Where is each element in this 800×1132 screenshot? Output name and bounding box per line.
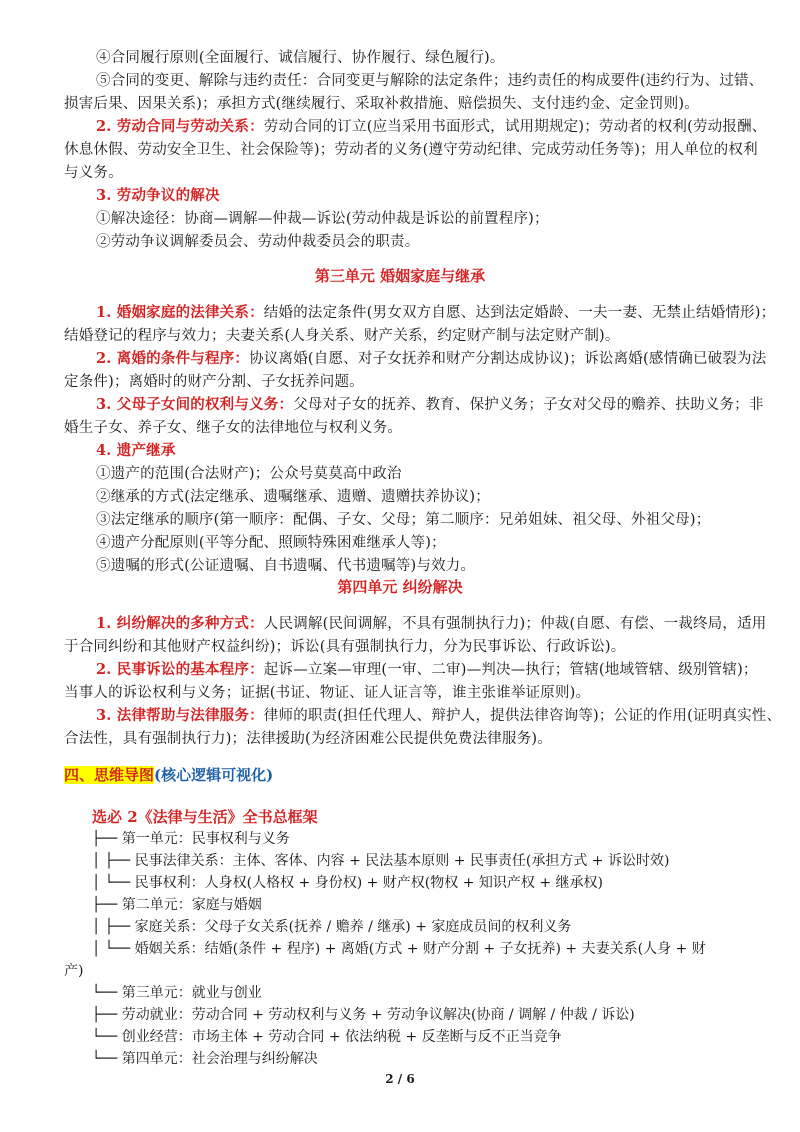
- unit4-p1-line-2: 于合同纠纷和其他财产权益纠纷)；诉讼(具有强制执行力，分为民事诉讼、行政诉讼)。: [64, 639, 626, 655]
- unit4-p1: [96, 614, 766, 634]
- unit3-p2-line-2: 定条件)；离婚时的财产分割、子女抚养问题。: [64, 374, 364, 390]
- unit3-p3: [96, 395, 764, 415]
- section4-label: 四、思维导图: [64, 766, 155, 784]
- unit3-p1: [96, 303, 775, 323]
- unit4-p3: [96, 706, 781, 726]
- labor-dispute-heading: 3. 劳动争议的解决: [96, 187, 220, 204]
- mindmap-row-unit4: └── 第四单元：社会治理与纠纷解决: [92, 1051, 318, 1067]
- unit4-p2-text: 起诉—立案—审理(一审、二审)—判决—执行；管辖(地域管辖、级别管辖)；: [263, 662, 758, 678]
- labor-dispute-item-1: ①解决途径：协商—调解—仲裁—诉讼(劳动仲裁是诉讼的前置程序)；: [96, 211, 549, 227]
- contract-change-line: ⑤合同的变更、解除与违约责任：合同变更与解除的法定条件；违约责任的构成要件(违约行为、过错、: [96, 73, 764, 89]
- contract-change-line-2: 损害后果、因果关系)；承担方式(继续履行、采取补救措施、赔偿损失、支付违约金、定金罚则)。: [64, 96, 699, 112]
- inheritance-item-2: ②继承的方式(法定继承、遗嘱继承、遗赠、遗赠扶养协议)；: [96, 489, 490, 505]
- mindmap-row-unit3: └── 第三单元：就业与创业: [92, 985, 262, 1001]
- unit4-p2-line-2: 当事人的诉讼权利与义务；证据(书证、物证、证人证言等，谁主张谁举证原则)。: [64, 685, 591, 701]
- contract-principle-line: ④合同履行原则(全面履行、诚信履行、协作履行、绿色履行)。: [96, 50, 505, 66]
- unit3-p1-line-2: 结婚登记的程序与效力；夫妻关系(人身关系、财产关系，约定财产制与法定财产制)。: [64, 328, 620, 344]
- unit4-title: 第四单元 纠纷解决: [337, 578, 463, 596]
- unit4-p1-text: 人民调解(民间调解，不具有强制执行力)；仲裁(自愿、有偿、一裁终局，适用: [263, 616, 767, 632]
- labor-contract-line-3: 与义务。: [64, 165, 123, 181]
- labor-contract-text: 劳动合同的订立(应当采用书面形式，试用期规定)；劳动者的权利(劳动报酬、: [263, 119, 767, 135]
- mindmap-row-unit2: ├── 第二单元：家庭与婚姻: [92, 897, 262, 913]
- mindmap-row-marriage: │ └── 婚姻关系：结婚(条件 + 程序) + 离婚(方式 + 财产分割 + 子女抚养) + 夫妻关系(人身 + 财: [92, 941, 706, 957]
- unit3-p3-text: 父母对子女的抚养、教育、保护义务；子女对父母的赡养、扶助义务；非: [293, 397, 764, 413]
- mindmap-row-civil-relation: │ ├── 民事法律关系：主体、客体、内容 + 民法基本原则 + 民事责任(承担方式 + 诉讼时效): [92, 853, 670, 869]
- unit3-p2-text: 协议离婚(自愿、对子女抚养和财产分割达成协议)；诉讼离婚(感情确已破裂为法: [249, 351, 767, 367]
- inheritance-heading: 4. 遗产继承: [96, 442, 176, 459]
- mindmap-title: 选必 2《法律与生活》全书总框架: [92, 808, 318, 826]
- unit3-p1-heading: 1. 婚姻家庭的法律关系：: [96, 304, 264, 321]
- inheritance-item-3: ③法定继承的顺序(第一顺序：配偶、子女、父母；第二顺序：兄弟姐妹、祖父母、外祖父母)；: [96, 512, 711, 528]
- unit3-p1-text: 结婚的法定条件(男女双方自愿、达到法定婚龄、一夫一妻、无禁止结婚情形)；: [263, 305, 776, 321]
- unit3-p3-heading: 3. 父母子女间的权利与义务：: [96, 396, 294, 413]
- mindmap-row-marriage-cont: 产): [64, 963, 84, 979]
- labor-contract-paragraph: [96, 117, 766, 137]
- unit4-p1-heading: 1. 纠纷解决的多种方式：: [96, 615, 264, 632]
- section4-subtitle: (核心逻辑可视化): [154, 766, 274, 784]
- unit3-p3-line-2: 婚生子女、养子女、继子女的法律地位与权利义务。: [64, 420, 403, 436]
- unit3-title: 第三单元 婚姻家庭与继承: [314, 267, 486, 285]
- mindmap-row-unit1: ├── 第一单元：民事权利与义务: [92, 831, 290, 847]
- mindmap-row-employment: ├── 劳动就业：劳动合同 + 劳动权利与义务 + 劳动争议解决(协商 / 调解 / 仲裁 / 诉讼): [92, 1007, 635, 1023]
- labor-contract-line-2: 休息休假、劳动安全卫生、社会保险等)；劳动者的义务(遵守劳动纪律、完成劳动任务等)；用人单位的权利: [64, 142, 758, 158]
- unit4-p3-line-2: 合法性，具有强制执行力)；法律援助(为经济困难公民提供免费法律服务)。: [64, 731, 552, 747]
- inheritance-item-1: ①遗产的范围(合法财产)；公众号莫莫高中政治: [96, 466, 402, 482]
- unit4-p2-heading: 2. 民事诉讼的基本程序：: [96, 661, 264, 678]
- labor-contract-heading: 2. 劳动合同与劳动关系：: [96, 118, 264, 135]
- mindmap-row-civil-rights: │ └── 民事权利：人身权(人格权 + 身份权) + 财产权(物权 + 知识产权 + 继承权): [92, 875, 603, 891]
- mindmap-row-business: └── 创业经营：市场主体 + 劳动合同 + 依法纳税 + 反垄断与反不正当竞争: [92, 1029, 562, 1045]
- inheritance-item-5: ⑤遗嘱的形式(公证遗嘱、自书遗嘱、代书遗嘱等)与效力。: [96, 558, 476, 574]
- unit4-p3-text: 律师的职责(担任代理人、辩护人，提供法律咨询等)；公证的作用(证明真实性、: [263, 708, 782, 724]
- page-number: 2 / 6: [385, 1072, 415, 1086]
- unit3-p2: [96, 349, 766, 369]
- mindmap-row-family: │ ├── 家庭关系：父母子女关系(抚养 / 赡养 / 继承) + 家庭成员间的权利义务: [92, 919, 572, 935]
- unit4-p3-heading: 3. 法律帮助与法律服务：: [96, 707, 264, 724]
- labor-dispute-item-2: ②劳动争议调解委员会、劳动仲裁委员会的职责。: [96, 234, 420, 250]
- inheritance-item-4: ④遗产分配原则(平等分配、照顾特殊困难继承人等)；: [96, 535, 446, 551]
- unit4-p2: [96, 660, 758, 680]
- unit3-p2-heading: 2. 离婚的条件与程序：: [96, 350, 250, 367]
- section4-heading: [64, 764, 273, 785]
